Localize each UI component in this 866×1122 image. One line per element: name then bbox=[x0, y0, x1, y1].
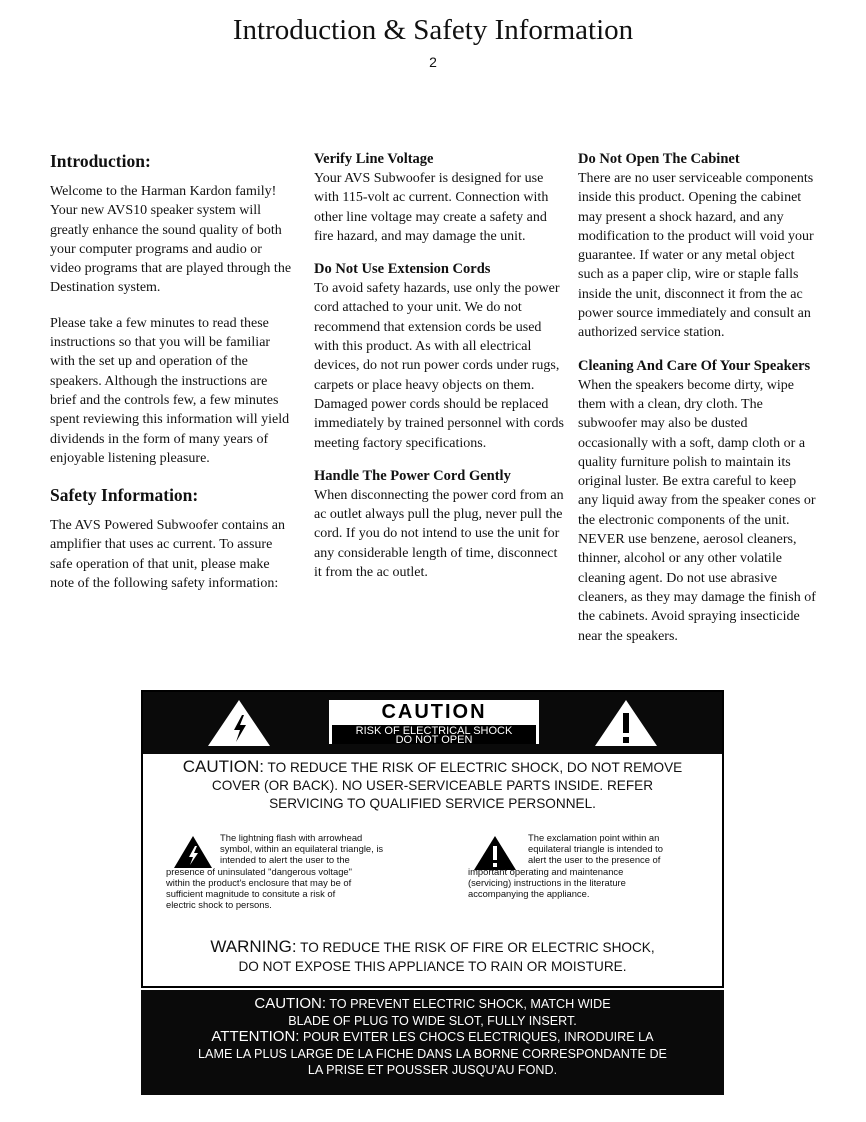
introduction-heading: Introduction: bbox=[50, 151, 151, 171]
cabinet-section bbox=[578, 150, 818, 343]
lightning-text-line: symbol, within an equilateral triangle, is bbox=[220, 843, 384, 855]
caution-banner bbox=[143, 692, 722, 754]
safety-heading: Safety Information: bbox=[50, 485, 199, 506]
power-cord-section bbox=[314, 467, 564, 582]
exclamation-text-line: important operating and maintenance bbox=[468, 865, 624, 877]
warning-line-1: TO REDUCE THE RISK OF FIRE OR ELECTRIC SHOCK, bbox=[296, 940, 655, 955]
lightning-explanation bbox=[166, 832, 456, 910]
plug-caution-line-1: TO PREVENT ELECTRIC SHOCK, MATCH WIDE bbox=[326, 997, 611, 1011]
introduction-paragraph-2: Please take a few minutes to read these instructions so that you will be familiar with the set up and operation of the speakers. Although the instructions are brief and the controls few, a few minutes spent reviewing this information will yield dividends in the form of many years of enjoyable listening pleasure. bbox=[50, 315, 290, 466]
extension-cords-body: To avoid safety hazards, use only the power cord attached to your unit. We do not recommend that extension cords be used with this product. As with all electrical devices, do not run power cords under rugs, carpets or place heavy objects on them. Damaged power cords should be replaced immediately by trained personnel with cords meeting factory specifications. bbox=[314, 281, 564, 451]
risk-line-2: DO NOT OPEN bbox=[395, 734, 473, 746]
column-safety-1 bbox=[314, 150, 564, 596]
exclamation-warning-icon bbox=[593, 698, 659, 748]
safety-paragraph: The AVS Powered Subwoofer contains an amplifier that uses ac current. To assure safe operation of that unit, please make note of the following safety information: bbox=[50, 518, 285, 592]
lightning-text-line: sufficient magnitude to consitute a risk of bbox=[166, 888, 336, 900]
page-title: Introduction & Safety Information bbox=[232, 14, 634, 46]
exclamation-text-line: accompanying the appliance. bbox=[468, 888, 590, 900]
verify-voltage-heading: Verify Line Voltage bbox=[314, 151, 434, 167]
verify-voltage-section bbox=[314, 150, 564, 246]
warning-line-2: DO NOT EXPOSE THIS APPLIANCE TO RAIN OR MOISTURE. bbox=[238, 959, 627, 974]
lightning-text-line: electric shock to persons. bbox=[166, 899, 272, 911]
caution-label-title: CAUTION bbox=[381, 701, 487, 723]
warning-statement bbox=[143, 937, 722, 976]
extension-cords-heading: Do Not Use Extension Cords bbox=[314, 261, 491, 278]
introduction-paragraph-1: Welcome to the Harman Kardon family! Your new AVS10 speaker system will greatly enhance the sound quality of both your computer programs and audio or video programs that are played through the Destination system. bbox=[50, 184, 292, 296]
lightning-text-line: within the product's enclosure that may be of bbox=[166, 876, 352, 888]
plug-attention-lead: ATTENTION: bbox=[211, 1028, 300, 1046]
plug-attention-line-2: LAME LA PLUS LARGE DE LA FICHE DANS LA BORNE CORRESPONDANTE DE bbox=[198, 1046, 667, 1061]
caution-label-box bbox=[329, 700, 539, 744]
plug-caution-line-2: BLADE OF PLUG TO WIDE SLOT, FULLY INSERT. bbox=[288, 1013, 577, 1028]
caution-line-2: COVER (OR BACK). NO USER-SERVICEABLE PARTS INSIDE. REFER bbox=[211, 778, 654, 793]
lightning-text-line: The lightning flash with arrowhead bbox=[220, 832, 363, 843]
cabinet-heading: Do Not Open The Cabinet bbox=[578, 151, 740, 167]
page-number: 2 bbox=[429, 54, 437, 70]
risk-line-1: RISK OF ELECTRICAL SHOCK bbox=[355, 725, 513, 737]
warning-lead: WARNING: bbox=[210, 937, 297, 956]
exclamation-text-line: equilateral triangle is intended to bbox=[528, 843, 663, 855]
exclamation-text-line: The exclamation point within an bbox=[528, 832, 660, 843]
lightning-text-line: intended to alert the user to the bbox=[220, 854, 350, 866]
exclamation-text-line: alert the user to the presence of bbox=[528, 854, 661, 866]
cabinet-body: There are no user serviceable components inside this product. Opening the cabinet may present a shock hazard, and any modification to the product will void your guarantee. If water or any metal object such as a paper clip, wire or staple falls inside the unit, disconnect it from the ac power source immediately and consult an authorized service station. bbox=[578, 171, 814, 341]
plug-caution-lead: CAUTION: bbox=[254, 995, 327, 1012]
caution-statement bbox=[143, 758, 722, 813]
caution-line-1: TO REDUCE THE RISK OF ELECTRIC SHOCK, DO NOT REMOVE bbox=[264, 760, 683, 775]
plug-attention-line-1: POUR EVITER LES CHOCS ELECTRIQUES, INRODUIRE LA bbox=[299, 1030, 654, 1045]
power-cord-body: When disconnecting the power cord from an ac outlet always pull the plug, never pull the cord. If you do not intend to use the unit for any considerable length of time, disconnect it from the ac outlet. bbox=[314, 487, 564, 581]
exclamation-explanation bbox=[468, 832, 718, 899]
verify-voltage-body: Your AVS Subwoofer is designed for use with 115-volt ac current. Connection with other line voltage may create a safety and fire hazard, and may damage the unit. bbox=[314, 171, 549, 244]
cleaning-body: When the speakers become dirty, wipe them with a clean, dry cloth. The subwoofer may also be dusted occasionally with a soft, damp cloth or a quality furniture polish to maintain its original luster. Be extra careful to keep any liquid away from the speaker cones or the electronic components of the unit. NEVER use benzene, aerosol cleaners, thinner, alcohol or any other volatile cleaning agent. Do not use abrasive cleaners, as they may damage the finish of the cabinets. Avoid spraying insecticide near the speakers. bbox=[578, 377, 816, 644]
lightning-text-line: presence of uninsulated "dangerous voltage" bbox=[166, 865, 352, 877]
plug-attention-line-3: LA PRISE ET POUSSER JUSQU'AU FOND. bbox=[307, 1063, 558, 1078]
caution-lead: CAUTION: bbox=[182, 757, 265, 776]
cleaning-section bbox=[578, 357, 818, 646]
column-introduction bbox=[50, 150, 295, 609]
plug-notice bbox=[141, 990, 724, 1095]
caution-panel bbox=[141, 690, 724, 988]
risk-of-shock-label bbox=[332, 725, 536, 744]
exclamation-text-line: (servicing) instructions in the literature bbox=[468, 876, 626, 888]
caution-line-3: SERVICING TO QUALIFIED SERVICE PERSONNEL. bbox=[269, 796, 596, 811]
extension-cords-section bbox=[314, 260, 564, 453]
column-safety-2 bbox=[578, 150, 818, 660]
lightning-warning-icon bbox=[206, 698, 272, 748]
power-cord-heading: Handle The Power Cord Gently bbox=[314, 467, 511, 484]
cleaning-heading: Cleaning And Care Of Your Speakers bbox=[578, 357, 811, 374]
